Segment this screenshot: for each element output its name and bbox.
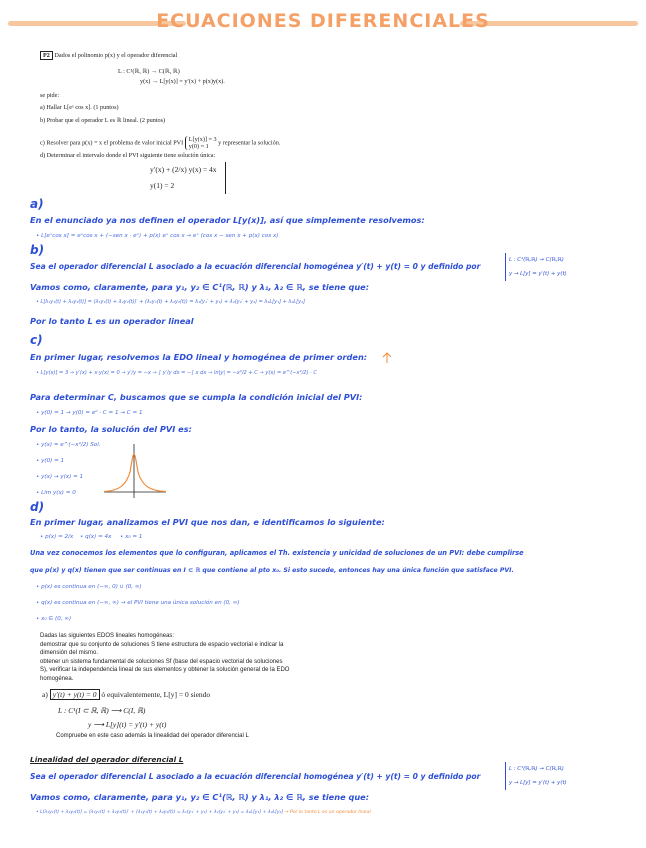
edos-line6: homogénea. bbox=[40, 675, 74, 682]
problem-tag: P2 bbox=[40, 51, 53, 60]
section-d-label: d) bbox=[30, 500, 45, 514]
section-c-sol3: • y(x) → y(x) = 1 bbox=[36, 474, 84, 480]
section-b-line4: Por lo tanto L es un operador lineal bbox=[30, 316, 194, 326]
edos-statement bbox=[40, 632, 289, 683]
section-a-label: a) bbox=[30, 197, 44, 211]
pvi-eq2: y(0) = 1 bbox=[188, 143, 209, 150]
section-c-line3: Para determinar C, buscamos que se cumpla la condición inicial del PVI: bbox=[30, 392, 363, 402]
pvi-d-eq1: y′(x) + (2/x) y(x) = 4x bbox=[150, 165, 217, 174]
problem-item-a: a) Hallar L[eˣ cos x]. (1 puntos) bbox=[40, 104, 119, 111]
section-d-bul3: • x₀ ∈ (0, ∞) bbox=[36, 616, 72, 622]
section-d-line3: que p(x) y q(x) tienen que ser continuas en I ⊂ ℝ que contiene al pto x₀. Si esto sucede, entonces hay una única función que satisface PVI. bbox=[30, 567, 514, 574]
edos-a-equation: y′(t) + y(t) = 0 bbox=[50, 689, 100, 700]
linealidad-brace bbox=[505, 762, 567, 790]
edos-line1: Dadas las siguientes EDOS lineales homogéneas: bbox=[40, 633, 175, 639]
edos-a-label: a) bbox=[42, 690, 48, 699]
se-pide: se pide: bbox=[40, 92, 60, 99]
linealidad-line3-eq: • L[λ₁y₁(t) + λ₂y₂(t)] = (λ₁y₁(t) + λ₂y₂(t))′ + (λ₁y₁(t) + λ₂y₂(t)) = λ₁(y₁′ + y₁) + λ₂(y₂′ + y₂) = λ₁L[y₁] + λ₂L[y₂] bbox=[36, 810, 284, 815]
arrow-up-icon bbox=[380, 350, 394, 364]
section-b-line3: • L[λ₁y₁(t) + λ₂y₂(t)] = (λ₁y₁(t) + λ₂y₂(t))′ + (λ₁y₁(t) + λ₂y₂(t)) = λ₁(y₁′ + y₁) + λ₂(y₂′ + y₂) = λ₁L[y₁] + λ₂L[y₂] bbox=[36, 299, 306, 305]
section-c-sol4: • Lim y(x) = 0 bbox=[36, 490, 76, 496]
section-d-item-1: • p(x) = 2/x bbox=[40, 534, 74, 540]
section-c-line1: En primer lugar, resolvemos la EDO lineal y homogénea de primer orden: bbox=[30, 352, 368, 362]
edos-op2: y ⟶ L[y](t) = y′(t) + y(t) bbox=[88, 720, 167, 729]
linealidad-brace2: y → L[y] = y′(t) + y(t) bbox=[509, 780, 567, 786]
page-title: ECUACIONES DIFERENCIALES bbox=[156, 10, 490, 32]
problem-item-c-text: c) Resolver para p(x) = x el problema de valor inicial PVI bbox=[40, 139, 184, 147]
section-c-line5: Por lo tanto, la solución del PVI es: bbox=[30, 424, 192, 434]
section-c-line2: • L[y(x)] = 3 → y′(x) + x·y(x) = 0 → y′/y = −x → ∫ y′/y dx = −∫ x dx → ln|y| = −x²/2 + C → y(x) = e^(−x²/2) · C bbox=[36, 370, 317, 376]
pvi-eq1: L[y(x)] = 3 bbox=[188, 136, 217, 143]
section-b-line1: Sea el operador diferencial L asociado a la ecuación diferencial homogénea y′(t) + y(t) = 0 y definido por bbox=[30, 262, 481, 271]
edos-op1: L : C¹(I ⊂ ℝ, ℝ) ⟶ C(I, ℝ) bbox=[58, 706, 146, 715]
section-d-bul1: • p(x) es continua en (−∞, 0) ∪ (0, ∞) bbox=[36, 584, 142, 590]
edos-a-text: ó equivalentemente, L[y] = 0 siendo bbox=[101, 690, 211, 699]
problem-intro-text: Dados el polinomio p(x) y el operador diferencial bbox=[54, 52, 178, 59]
section-c-line4: • y(0) = 1 → y(0) = e⁰ · C = 1 → C = 1 bbox=[36, 410, 143, 416]
pvi-system bbox=[185, 136, 217, 150]
linealidad-brace1: L : C¹(ℝ,ℝ) → C(ℝ,ℝ) bbox=[509, 766, 564, 772]
section-c-sol1: • y(x) = e^(−x²/2) Sol. bbox=[36, 442, 101, 448]
solution-graph bbox=[100, 440, 170, 502]
edos-final: Compruebe en este caso además la linealidad del operador diferencial L bbox=[56, 733, 249, 739]
problem-item-c-post: y representar la solución. bbox=[218, 139, 281, 147]
problem-item-b: b) Probar que el operador L es ℝ lineal. (2 puntos) bbox=[40, 117, 166, 124]
section-a-line1: En el enunciado ya nos definen el operador L[y(x)], así que simplemente resolvemos: bbox=[30, 215, 425, 225]
section-b-brace2: y → L[y] = y′(t) + y(t) bbox=[509, 271, 567, 277]
problem-intro bbox=[40, 52, 177, 59]
edos-line4: obtener un sistema fundamental de soluciones Sf (base del espacio vectorial de soluciones bbox=[40, 658, 283, 665]
section-c-sol2: • y(0) = 1 bbox=[36, 458, 65, 464]
section-d-item-2: • q(x) = 4x bbox=[80, 534, 112, 540]
linealidad-line3 bbox=[36, 810, 371, 815]
linealidad-title: Linealidad del operador diferencial L bbox=[30, 755, 184, 764]
graph-curve bbox=[104, 454, 166, 492]
edos-line3: dimensión del mismo. bbox=[40, 650, 99, 656]
section-b-label: b) bbox=[30, 243, 45, 257]
page-header bbox=[0, 8, 646, 36]
operator-def-line1: L : C¹(ℝ, ℝ) → C(ℝ, ℝ) bbox=[118, 68, 180, 75]
section-d-line2: Una vez conocemos los elementos que lo configuran, aplicamos el Th. existencia y unicidad de soluciones de un PVI: debe cumplirse bbox=[30, 549, 524, 557]
section-b-brace1: L : C¹(ℝ,ℝ) → C(ℝ,ℝ) bbox=[509, 257, 564, 263]
edos-a bbox=[42, 690, 210, 699]
section-c-label: c) bbox=[30, 333, 43, 347]
section-d-line1: En primer lugar, analizamos el PVI que nos dan, e identificamos lo siguiente: bbox=[30, 517, 385, 527]
linealidad-line2: Vamos como, claramente, para y₁, y₂ ∈ C¹(ℝ, ℝ) y λ₁, λ₂ ∈ ℝ, se tiene que: bbox=[30, 792, 369, 802]
section-d-item-3: • x₀ = 1 bbox=[120, 534, 143, 540]
linealidad-line1: Sea el operador diferencial L asociado a la ecuación diferencial homogénea y′(t) + y(t) = 0 y definido por bbox=[30, 772, 481, 781]
problem-item-d: d) Determinar el intervalo donde el PVI siguiente tiene solución única: bbox=[40, 152, 216, 159]
edos-line2: demostrar que su conjunto de soluciones S tiene estructura de espacio vectorial e indicar la bbox=[40, 641, 284, 648]
pvi-d-eq2: y(1) = 2 bbox=[150, 181, 175, 190]
edos-line5: S), verificar la independencia lineal de sus elementos y obtener la solución general de la EDO bbox=[40, 667, 290, 673]
section-d-bul2: • q(x) es continua en (−∞, ∞) → el PVI tiene una única solución en (0, ∞) bbox=[36, 600, 240, 606]
operator-def-line2: y(x) → L[y(x)] = y′(x) + p(x)y(x). bbox=[140, 78, 225, 85]
section-b-brace bbox=[505, 253, 567, 281]
linealidad-line3-tail: → Por lo tanto L es un operador lineal bbox=[284, 810, 371, 815]
pvi-d-system bbox=[150, 162, 226, 194]
section-b-line2: Vamos como, claramente, para y₁, y₂ ∈ C¹(ℝ, ℝ) y λ₁, λ₂ ∈ ℝ, se tiene que: bbox=[30, 282, 369, 292]
section-a-line2: • L[eˣcos x] = eˣcos x + (−sen x · eˣ) + p(x) eˣ cos x → eˣ (cos x − sen x + p(x) cos x) bbox=[36, 233, 279, 239]
problem-item-c bbox=[40, 136, 280, 150]
